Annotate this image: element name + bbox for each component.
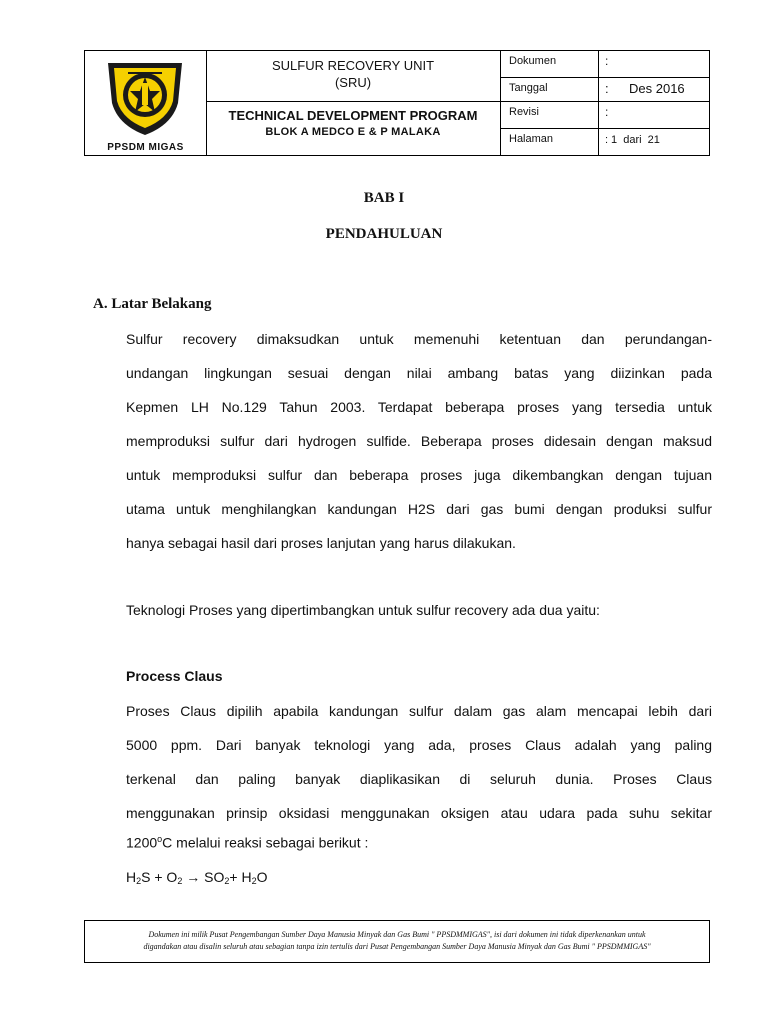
paragraph-background: [126, 322, 712, 560]
program-subtitle: BLOK A MEDCO E & P MALAKA: [265, 126, 441, 138]
meta-row-tanggal: [501, 78, 709, 102]
text-line: Kepmen LH No.129 Tahun 2003. Terdapat beberapa proses yang tersedia untuk: [126, 399, 712, 415]
document-header: [84, 50, 710, 156]
meta-value: :: [605, 105, 609, 119]
text-line: untuk memproduksi sulfur dan beberapa proses juga dikembangkan dengan tujuan: [126, 467, 712, 483]
text-line: hanya sebagai hasil dari proses lanjutan yang harus dilakukan.: [126, 535, 516, 551]
meta-row-halaman: [501, 129, 709, 155]
text-line: Sulfur recovery dimaksudkan untuk memenuhi ketentuan dan perundangan-: [126, 331, 712, 347]
program-cell: [206, 102, 501, 155]
chapter-number: BAB I: [363, 190, 405, 206]
chapter-title: PENDAHULUAN: [325, 226, 443, 242]
meta-value: :: [605, 54, 609, 68]
unit-title: SULFUR RECOVERY UNIT: [271, 58, 435, 73]
subheading-process-claus: Process Claus: [126, 668, 223, 684]
text-line: memproduksi sulfur dari hydrogen sulfide. Beberapa proses didesain dengan maksud: [126, 433, 712, 449]
text-line: Proses Claus dipilih apabila kandungan sulfur dalam gas alam mencapai lebih dari: [126, 703, 712, 719]
meta-row-dokumen: [501, 51, 709, 78]
footer-line: digandakan atau disalin seluruh atau sebagian tanpa izin tertulis dari Pusat Pengembangan Sumber Daya Manusia Minyak dan Gas Bumi " PPSDMMIGAS": [143, 942, 651, 951]
paragraph-claus: [126, 694, 712, 830]
claus-equation: $H_2S + O_2 \to SO_2+ H_2O$: [126, 869, 268, 886]
meta-key: Revisi: [501, 102, 599, 128]
text-line: terkenal dan paling banyak diaplikasikan di seluruh dunia. Proses Claus: [126, 771, 712, 787]
text-line: utama untuk menghilangkan kandungan H2S dari gas bumi dengan produksi sulfur: [126, 501, 712, 517]
meta-value: : Des 2016: [605, 81, 685, 96]
text-line: menggunakan prinsip oksidasi menggunakan oksigen atau udara pada suhu sekitar: [126, 805, 712, 821]
footer-line: Dokumen ini milik Pusat Pengembangan Sumber Daya Manusia Minyak dan Gas Bumi " PPSDMMIGAS", isi dari dokumen ini tidak diperkenankan untuk: [148, 930, 646, 939]
temperature-line: 1200$^o$C melalui reaksi sebagai berikut :: [126, 834, 369, 851]
meta-key: Halaman: [501, 129, 599, 155]
program-title: TECHNICAL DEVELOPMENT PROGRAM: [228, 108, 478, 123]
meta-row-revisi: [501, 102, 709, 129]
arrow-icon: →: [186, 869, 201, 885]
copyright-footer: [84, 920, 710, 963]
unit-title-cell: [206, 51, 501, 102]
meta-key: Dokumen: [501, 51, 599, 77]
logo-label: PPSDM MIGAS: [107, 142, 184, 153]
logo-cell: [85, 51, 207, 155]
meta-value: : 1 dari 21: [605, 134, 660, 146]
ppsdm-migas-logo: [98, 55, 192, 137]
text-line: undangan lingkungan sesuai dengan nilai ambang batas yang diizinkan pada: [126, 365, 712, 381]
section-heading: A. Latar Belakang: [93, 296, 212, 312]
meta-key: Tanggal: [501, 78, 599, 101]
unit-abbreviation: (SRU): [334, 75, 372, 90]
text-line: 5000 ppm. Dari banyak teknologi yang ada, proses Claus adalah yang paling: [126, 737, 712, 753]
paragraph-technology: Teknologi Proses yang dipertimbangkan untuk sulfur recovery ada dua yaitu:: [126, 602, 600, 618]
